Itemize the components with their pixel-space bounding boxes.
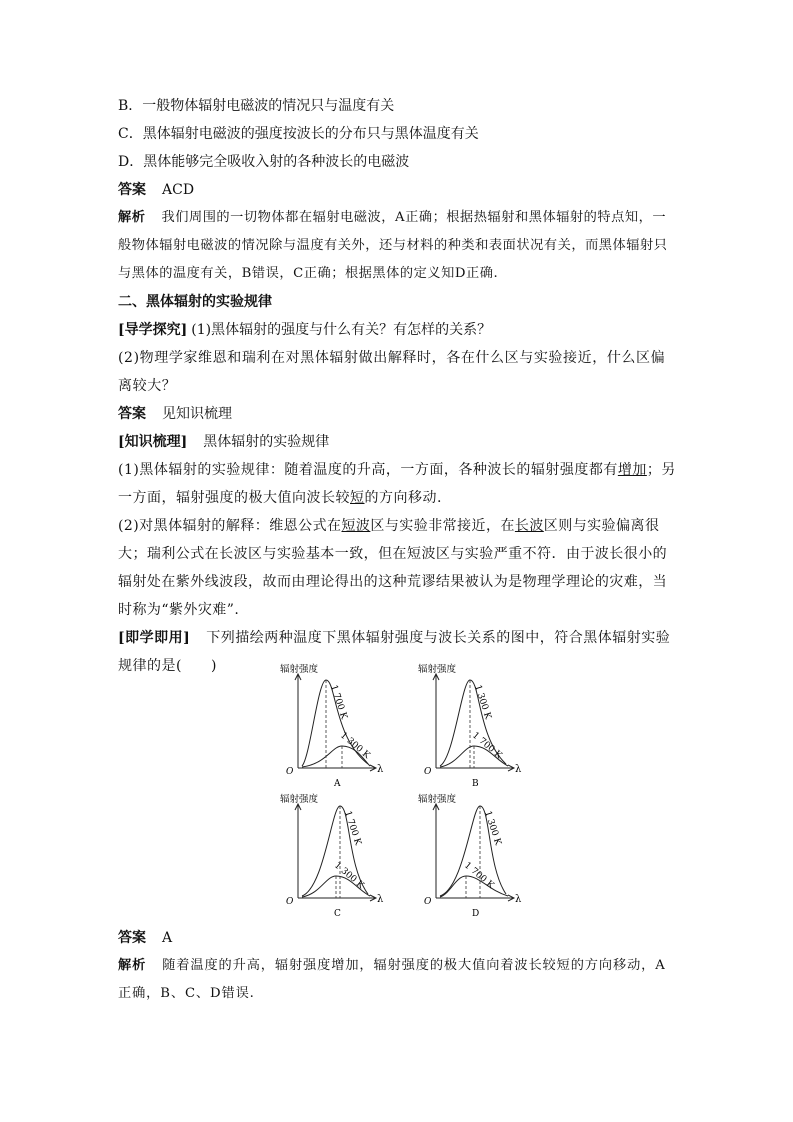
panel-letter: A [334,779,341,789]
origin-label: O [286,767,294,777]
analysis-label: 解析 [118,958,147,973]
text-run: 区则与实验偏离很大；瑞利公式在长波区与实验基本一致，但在短波区与实验严重不符．由于波长很小的辐射处在紫外线波段，故而由理论得出的这种荒谬结果被认为是物理学理论的灾难，当时称为“紫外灾难”. [118,518,668,618]
lower-curve-label: 1 700 K [462,860,496,892]
origin-label: O [286,897,294,907]
section-title: 二、黑体辐射的实验规律 [118,294,272,310]
text-run: (1)黑体辐射的实验规律：随着温度的升高，一方面，各种波长的辐射强度都有 [118,462,618,478]
answer-label: 答案 [118,406,146,422]
x-axis-label: λ [515,894,522,905]
analysis-label: 解析 [118,210,146,225]
text-run: 的方向移动. [364,490,442,506]
guide-question-2: (2)物理学家维恩和瑞利在对黑体辐射做出解释时，各在什么区与实验接近，什么区偏离较大？ [118,350,666,394]
lower-curve-label: 1 700 K [470,730,504,762]
upper-curve-label: 1 700 K [342,809,363,847]
x-axis-label: λ [377,894,384,905]
knowledge-heading [118,428,678,456]
upper-curve-label: 1 300 K [482,809,503,847]
panel-letter: C [334,909,341,919]
knowledge-paragraph-2 [118,512,678,624]
upper-curve-label: 1 300 K [472,683,493,721]
option-b: B．一般物体辐射电磁波的情况只与温度有关 [118,98,395,114]
blank-answer: 短波 [341,518,371,534]
radiation-graphs-figure [276,662,536,919]
guide-q1 [118,316,678,344]
lower-curve-label: 1 300 K [338,730,372,762]
knowledge-title: 黑体辐射的实验规律 [203,434,330,450]
answer-value: A [162,930,173,946]
guide-question-1: (1)黑体辐射的强度与什么有关？有怎样的关系？ [191,322,492,338]
guide-label: [导学探究] [118,322,188,338]
x-axis-label: λ [515,764,522,775]
blank-answer: 增加 [617,462,647,478]
upper-curve-label: 1 700 K [328,683,349,721]
analysis-text: 我们周围的一切物体都在辐射电磁波，A正确；根据热辐射和黑体辐射的特点知，一般物体辐射电磁波的情况除与温度有关外，还与材料的种类和表面状况有关，而黑体辐射只与黑体的温度有关，B错误，C正确；根据黑体的定义知D正确. [118,210,668,281]
practice-label: [即学即用] [118,630,191,646]
blank-answer: 长波 [514,518,544,534]
analysis-3 [118,952,678,1008]
text-run: ；另一方面，辐射强度的极大值向波长较 [118,462,676,506]
origin-label: O [424,897,432,907]
x-axis-label: λ [377,764,384,775]
answer-value: ACD [162,182,195,198]
answer-label: 答案 [118,182,146,198]
analysis-1 [118,204,678,288]
text-run: 区与实验非常接近，在 [370,518,515,534]
document-tail [118,924,678,1008]
blank-answer: 短 [350,490,365,506]
origin-label: O [424,767,432,777]
answer-1 [118,176,678,204]
knowledge-label: [知识梳理] [118,434,188,450]
answer-label: 答案 [118,930,146,946]
practice-text: 下列描绘两种温度下黑体辐射强度与波长关系的图中，符合黑体辐射实验规律的是( ) [118,630,671,674]
panel-letter: B [472,779,479,789]
answer-value: 见知识梳理 [162,406,232,422]
y-axis-label: 辐射强度 [280,664,319,675]
text-run: (2)对黑体辐射的解释：维恩公式在 [118,518,342,534]
analysis-text: 随着温度的升高，辐射强度增加，辐射强度的极大值向着波长较短的方向移动，A正确，B、C、D错误. [118,958,666,1001]
lower-curve-label: 1 300 K [332,860,366,892]
y-axis-label: 辐射强度 [418,664,457,675]
y-axis-label: 辐射强度 [280,794,319,805]
panel-letter: D [472,909,480,919]
upper-temp-curve [440,806,506,896]
y-axis-label: 辐射强度 [418,794,457,805]
knowledge-paragraph-1 [118,456,678,512]
option-c: C．黑体辐射电磁波的强度按波长的分布只与黑体温度有关 [118,126,479,142]
answer-2 [118,400,678,428]
option-d: D．黑体能够完全吸收入射的各种波长的电磁波 [118,154,410,170]
answer-3 [118,924,678,952]
document-body [118,92,678,680]
